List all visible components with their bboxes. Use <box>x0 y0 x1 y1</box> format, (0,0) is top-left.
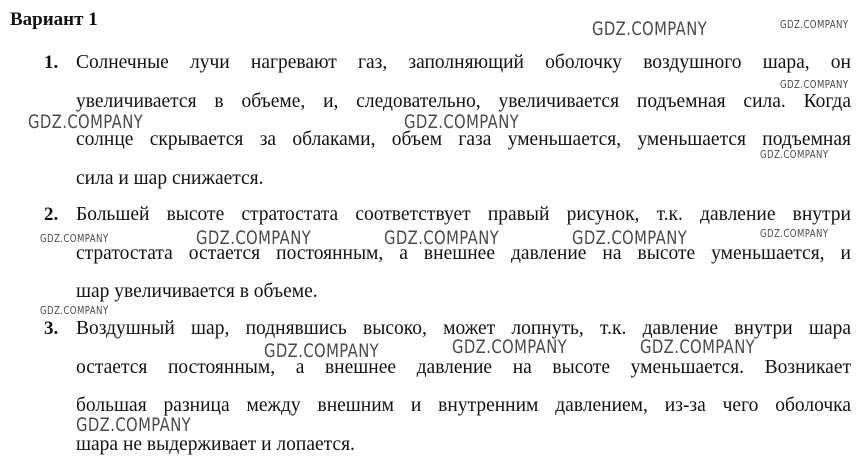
item-number: 3. <box>44 318 59 339</box>
text-line: остается постоянным, а внешнее давление на высоте уменьшается. Возникает <box>76 356 851 378</box>
watermark: GDZ.COMPANY <box>452 336 568 358</box>
text-line: шара не выдерживает и лопается. <box>76 433 355 455</box>
watermark: GDZ.COMPANY <box>592 18 708 40</box>
watermark: GDZ.COMPANY <box>760 227 829 240</box>
text-line: большая разница между внешним и внутренним давлением, из-за чего оболочка <box>76 395 851 416</box>
watermark: GDZ.COMPANY <box>196 227 312 249</box>
text-line: шар увеличивается в объеме. <box>76 281 318 302</box>
text-line: Воздушный шар, поднявшись высоко, может лопнуть, т.к. давление внутри шара <box>76 318 851 339</box>
text-line: увеличивается в объеме, и, следовательно, увеличивается подъемная сила. Когда <box>76 90 851 112</box>
watermark: GDZ.COMPANY <box>40 304 109 317</box>
text-line: сила и шар снижается. <box>76 167 264 189</box>
watermark: GDZ.COMPANY <box>760 148 829 161</box>
item-text <box>76 196 851 312</box>
watermark: GDZ.COMPANY <box>40 232 109 245</box>
text-line: Большей высоте стратостата соответствует правый рисунок, т.к. давление внутри <box>76 204 851 225</box>
item-number: 1. <box>44 52 59 73</box>
watermark: GDZ.COMPANY <box>572 227 688 249</box>
watermark: GDZ.COMPANY <box>264 340 380 362</box>
watermark: GDZ.COMPANY <box>384 227 500 249</box>
watermark: GDZ.COMPANY <box>28 111 144 133</box>
watermark: GDZ.COMPANY <box>404 111 520 133</box>
item-number: 2. <box>44 204 59 225</box>
text-line: солнце скрывается за облаками, объем газа уменьшается, уменьшается подъемная <box>76 129 851 150</box>
watermark: GDZ.COMPANY <box>76 414 192 436</box>
watermark: GDZ.COMPANY <box>780 78 849 91</box>
item-text <box>76 44 851 198</box>
item-text <box>76 310 851 464</box>
text-line: стратостата остается постоянным, а внешнее давление на высоте уменьшается, и <box>76 242 851 264</box>
watermark: GDZ.COMPANY <box>780 18 849 31</box>
watermark: GDZ.COMPANY <box>640 336 756 358</box>
text-line: Солнечные лучи нагревают газ, заполняющий оболочку воздушного шара, он <box>76 52 851 73</box>
page-heading: Вариант 1 <box>10 9 98 30</box>
